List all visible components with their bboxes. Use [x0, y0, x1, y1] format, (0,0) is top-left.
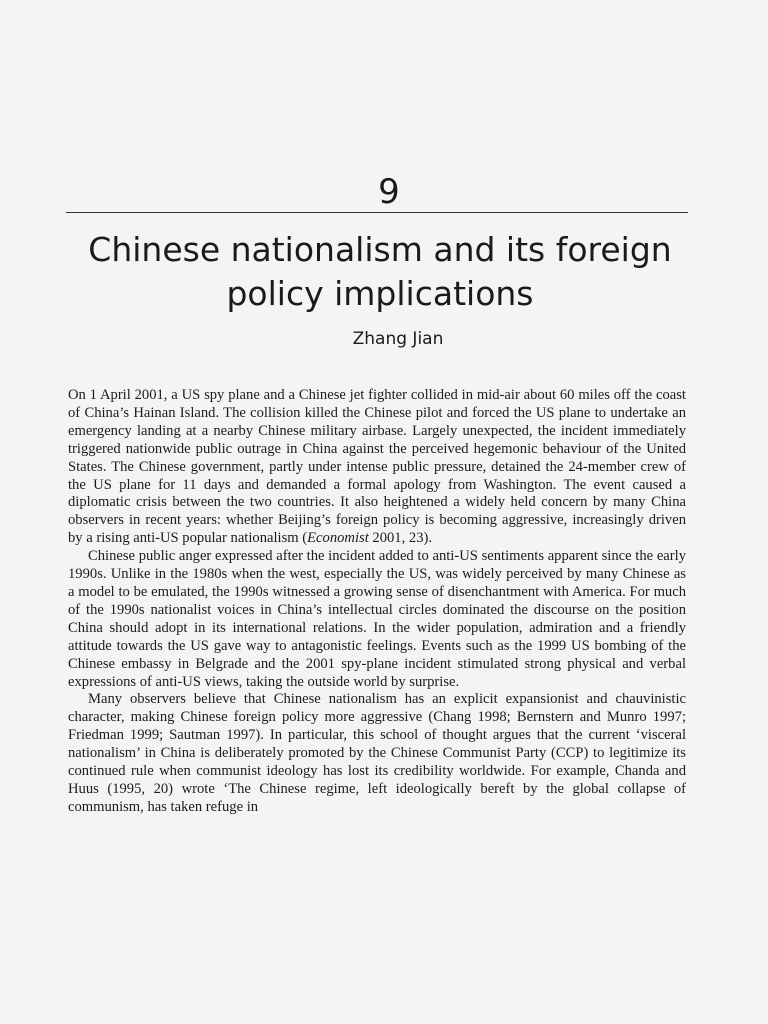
paragraph-3: Many observers believe that Chinese nationalism has an explicit expansionist and chauvinistic character, making Chinese foreign policy more aggressive (Chang 1998; Bernstern and Munro 1997; Friedman 1999; Sautman 1997). In particular, this school of thought argues that the current ‘visceral nationalism’ in China is deliberately promoted by the Chinese Communist Party (CCP) to legitimize its continued rule when communist ideology has lost its credibility worldwide. For example, Chanda and Huus (1995, 20) wrote ‘The Chinese regime, left ideologically bereft by the global collapse of communism, has taken refuge in — [68, 691, 686, 815]
paragraph-1-italic: Economist — [307, 530, 369, 547]
paragraph-2: Chinese public anger expressed after the incident added to anti-US sentiments apparent since the early 1990s. Unlike in the 1980s when the west, especially the US, was widely perceived by many Chinese as a model to be emulated, the 1990s witnessed a growing sense of disenchantment with America. For much of the 1990s nationalist voices in China’s intellectual circles dominated the discourse on the position China should adopt in its international relations. In the wider population, admiration and a friendly attitude towards the US gave way to antagonistic feelings. Events such as the 1999 US bombing of the Chinese embassy in Belgrade and the 2001 spy-plane incident stimulated strong physical and verbal expressions of anti-US views, taking the outside world by surprise. — [68, 548, 686, 690]
paragraph-1-text: On 1 April 2001, a US spy plane and a Chinese jet fighter collided in mid-air about 60 miles off the coast of China’s Hainan Island. The collision killed the Chinese pilot and forced the US plane to undertake an emergency landing at a nearby Chinese military airbase. Largely unexpected, the incident immediately triggered nationwide public outrage in China against the perceived hegemonic behaviour of the United States. The Chinese government, partly under intense public pressure, detained the 24-member crew of the US plane for 11 days and demanded a formal apology from Washington. The event caused a diplomatic crisis between the two countries. It also heightened a widely held concern by many China observers in recent years: whether Beijing’s foreign policy is becoming aggressive, increasingly driven by a rising anti-US popular nationalism ( — [68, 387, 686, 547]
chapter-title: Chinese nationalism and its foreign policy implications — [88, 230, 672, 313]
paragraph-1 — [68, 387, 686, 548]
body-text — [68, 387, 686, 817]
chapter-rule — [66, 212, 688, 213]
author-name: Zhang Jian — [352, 329, 444, 349]
paragraph-1-tail: 2001, 23). — [368, 530, 433, 547]
chapter-number: 9 — [378, 172, 400, 212]
